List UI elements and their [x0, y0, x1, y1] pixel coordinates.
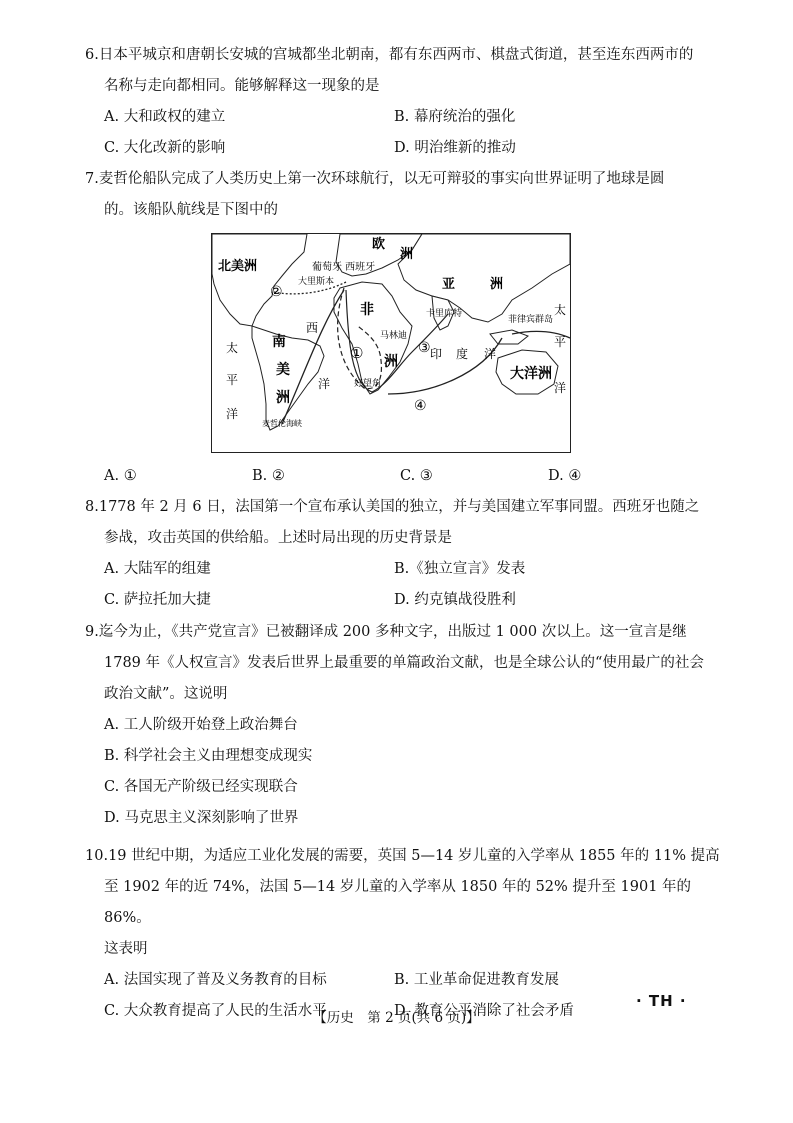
question-stem: 麦哲伦船队完成了人类历史上第一次环球航行，以无可辩驳的事实向世界证明了地球是圆: [98, 171, 665, 187]
question-number: 10.: [85, 848, 109, 864]
option-b: B. ②: [252, 468, 285, 484]
label-atlantic-2: 洋: [318, 377, 331, 391]
label-africa-2: 洲: [384, 354, 398, 370]
label-south-america-3: 洲: [276, 390, 290, 406]
option-c: C. 大众教育提高了人民的生活水平: [104, 1003, 327, 1019]
label-indian: 印: [430, 347, 443, 361]
label-magellan-strait: 麦哲伦海峡: [262, 419, 302, 428]
label-europe-2: 洲: [400, 247, 414, 262]
question-stem: 迄今为止，《共产党宣言》已被翻译成 200 多种文字，出版过 1 000 次以上。这一宣言是继: [98, 624, 687, 640]
label-philippines: 菲律宾群岛: [508, 315, 554, 325]
page-footer: 【历史 第 2 页(共 6 页)】: [313, 1010, 480, 1026]
option-d: D. 教育公平消除了社会矛盾: [394, 1003, 574, 1019]
option-a: A. 大和政权的建立: [104, 109, 226, 125]
asia-shape: [398, 234, 570, 322]
option-c: C. ③: [400, 468, 433, 484]
option-d: D. 明治维新的推动: [394, 140, 516, 156]
label-route-4: ④: [414, 398, 427, 414]
label-indian-3: 洋: [484, 347, 497, 361]
label-route-2: ②: [270, 284, 283, 300]
label-malindi: 马林迪: [380, 331, 408, 341]
option-a: A. 法国实现了普及义务教育的目标: [104, 972, 327, 988]
option-b: B. 科学社会主义由理想变成现实: [104, 748, 313, 764]
label-indian-2: 度: [456, 347, 469, 361]
label-asia-2: 洲: [490, 277, 504, 292]
label-route-3: ③: [418, 340, 431, 356]
label-cape: 好望角: [354, 379, 382, 389]
option-b: B. 工业革命促进教育发展: [394, 972, 559, 988]
label-north-america: 北美洲: [218, 259, 258, 274]
question-stem: 19 世纪中期，为适应工业化发展的需要，英国 5—14 岁儿童的入学率从 1855 年的 11% 提高: [108, 848, 720, 864]
option-d: D. 马克思主义深刻影响了世界: [104, 810, 299, 826]
option-c: C. 各国无产阶级已经实现联合: [104, 779, 298, 795]
label-pacific-e-2: 平: [554, 335, 567, 349]
label-africa: 非: [360, 302, 374, 318]
question-stem-cont-2: 这表明: [104, 941, 148, 957]
world-map: [212, 234, 570, 452]
label-pacific-w: 太: [226, 341, 239, 355]
question-stem-cont: 至 1902 年的近 74%，法国 5—14 岁儿童的入学率从 1850 年的 52% 提升至 1901 年的 86%。: [104, 879, 692, 926]
question-stem-cont-2: 政治文献”。这说明: [104, 686, 228, 702]
label-europe: 欧: [372, 237, 386, 252]
option-d: D. ④: [548, 468, 582, 484]
label-pacific-w-2: 平: [226, 373, 239, 387]
question-stem: 日本平城京和唐朝长安城的宫城都坐北朝南，都有东西两市、棋盘式街道，甚至连东西两市的: [98, 47, 694, 63]
magellan-route-map: [211, 233, 571, 453]
exam-code-mark: · TH ·: [636, 992, 687, 1010]
label-pacific-e-3: 洋: [554, 381, 567, 395]
question-number: 9.: [85, 624, 99, 640]
south-america-shape: [252, 326, 324, 430]
option-b: B.《独立宣言》发表: [394, 561, 526, 577]
label-south-america: 南: [272, 334, 286, 350]
question-7-options: [85, 461, 725, 491]
question-7: [85, 164, 725, 226]
label-south-america-2: 美: [276, 362, 290, 378]
option-c: C. 大化改新的影响: [104, 140, 226, 156]
question-number: 7.: [85, 171, 99, 187]
label-oceania: 大洋洲: [510, 366, 552, 382]
question-6: [85, 40, 725, 164]
question-stem-cont: 1789 年《人权宣言》发表后世界上最重要的单篇政治文献，也是全球公认的“使用最广的社会: [104, 655, 704, 671]
option-a: A. ①: [104, 468, 137, 484]
north-america-shape: [212, 234, 307, 326]
label-portugal-spain: 葡萄牙 西班牙: [312, 262, 376, 273]
question-number: 6.: [85, 47, 99, 63]
question-stem-cont: 参战，攻击英国的供给船。上述时局出现的历史背景是: [104, 530, 452, 546]
label-asia: 亚: [442, 277, 456, 292]
label-pacific-e: 太: [554, 303, 567, 317]
question-stem-cont: 的。该船队航线是下图中的: [104, 202, 278, 218]
question-8: [85, 492, 725, 616]
question-stem-cont: 名称与走向都相同。能够解释这一现象的是: [104, 78, 380, 94]
option-a: A. 工人阶级开始登上政治舞台: [104, 717, 298, 733]
question-9: [85, 617, 725, 834]
label-lisbon: 大里斯本: [298, 277, 335, 287]
label-calicut: 卡里库特: [426, 309, 463, 319]
option-b: B. 幕府统治的强化: [394, 109, 516, 125]
option-c: C. 萨拉托加大捷: [104, 592, 211, 608]
option-d: D. 约克镇战役胜利: [394, 592, 516, 608]
option-a: A. 大陆军的组建: [104, 561, 211, 577]
label-atlantic: 西: [306, 321, 319, 335]
label-route-1: ①: [350, 344, 364, 362]
question-number: 8.: [85, 499, 99, 515]
label-pacific-w-3: 洋: [226, 407, 239, 421]
question-stem: 1778 年 2 月 6 日，法国第一个宣布承认美国的独立，并与美国建立军事同盟。西班牙也随之: [98, 499, 700, 515]
question-10: [85, 841, 725, 1027]
